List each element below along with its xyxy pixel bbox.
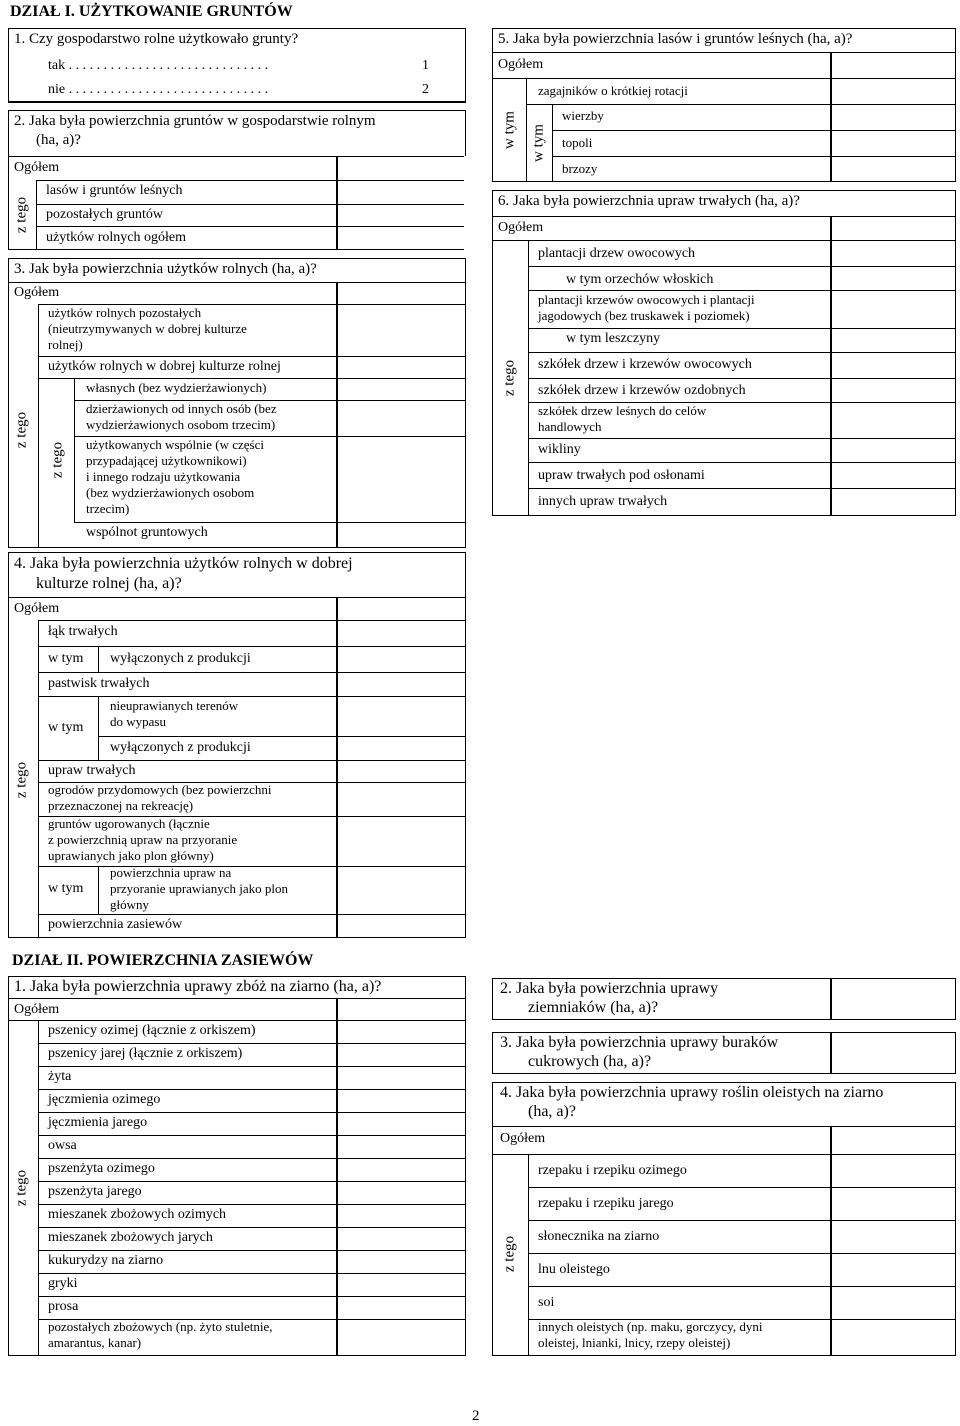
s2-q3-question: 3. Jaka była powierzchnia uprawy buraków	[500, 1034, 779, 1051]
q4-question-line2: kulturze rolnej (ha, a)?	[36, 575, 182, 592]
q6-group-label: z tego	[501, 359, 518, 397]
q4-item-laki: łąk trwałych	[48, 624, 118, 639]
s2-q1-item: pszenicy ozimej (łącznie z orkiszem)	[48, 1023, 256, 1038]
s2-q1-item: jęczmienia jarego	[48, 1115, 148, 1130]
s2-q4-question-line2: (ha, a)?	[528, 1103, 576, 1120]
s2-q1-item: prosa	[48, 1299, 79, 1314]
q4-item-nieuprawiane-2: do wypasu	[110, 714, 166, 729]
q6-item-krzewy-2: jagodowych (bez truskawek i poziomek)	[538, 308, 750, 323]
q3-item-e3: i innego rodzaju użytkowania	[86, 469, 241, 484]
s2-q4-item-inne-2: oleistej, lnianki, lnicy, rzepy oleistej)	[538, 1335, 731, 1350]
q5-wtym-outer: w tym	[501, 111, 518, 149]
q3-item-d1: dzierżawionych od innych osób (bez	[86, 401, 277, 416]
s2-q1-item: pszenicy jarej (łącznie z orkiszem)	[48, 1046, 243, 1061]
q4-item-ugory-1: gruntów ugorowanych (łącznie	[48, 816, 210, 831]
q2-question: 2. Jaka była powierzchnia gruntów w gospodarstwie rolnym	[14, 113, 376, 129]
s2-q1-group-label: z tego	[13, 1169, 30, 1207]
q6-item-leszczyny: w tym leszczyny	[566, 331, 661, 346]
q4-wtym-3: w tym	[48, 881, 84, 896]
q2-item-lasy: lasów i gruntów leśnych	[46, 183, 183, 198]
q6-item-szkolki-ozdobne: szkółek drzew i krzewów ozdobnych	[538, 383, 746, 398]
page-number: 2	[472, 1408, 480, 1424]
q4-item-ogrody-1: ogrodów przydomowych (bez powierzchni	[48, 782, 272, 797]
q1-code-1: 1	[422, 58, 429, 73]
q5-wtym-inner: w tym	[530, 124, 547, 162]
s2-q1-item-pozostale-1: pozostałych zbożowych (np. żyto stuletnie,	[48, 1319, 273, 1334]
q4-item-laki-wylaczone: wyłączonych z produkcji	[110, 651, 251, 666]
q2-total-label: Ogółem	[14, 160, 60, 175]
q3-item-b: użytków rolnych w dobrej kulturze rolnej	[48, 359, 281, 374]
q3-item-d2: wydzierżawionych osobom trzecim)	[86, 417, 276, 432]
s2-q2-question: 2. Jaka była powierzchnia uprawy	[500, 980, 719, 997]
s2-q4-question: 4. Jaka była powierzchnia uprawy roślin oleistych na ziarno	[500, 1084, 884, 1101]
q3-subgroup-label: z tego	[49, 441, 66, 479]
q4-item-pastwiska-wylaczone: wyłączonych z produkcji	[110, 740, 251, 755]
q6-item-oslony: upraw trwałych pod osłonami	[538, 468, 705, 483]
q5-total-label: Ogółem	[498, 57, 544, 72]
q3-item-e5: trzecim)	[86, 501, 130, 516]
q6-item-szkolki-lesne-2: handlowych	[538, 419, 602, 434]
q4-item-nieuprawiane-1: nieuprawianych terenów	[110, 698, 239, 713]
q5-item-topoli: topoli	[562, 135, 593, 150]
s2-q4-box	[492, 1082, 956, 1356]
q3-item-a2: (nieutrzymywanych w dobrej kulturze	[48, 321, 247, 336]
q4-total-label: Ogółem	[14, 601, 60, 616]
q6-item-szkolki-lesne-1: szkółek drzew leśnych do celów	[538, 403, 707, 418]
s2-q4-item: lnu oleistego	[538, 1262, 610, 1277]
q3-total-label: Ogółem	[14, 285, 60, 300]
q4-wtym-2: w tym	[48, 720, 84, 735]
q4-item-przyoranie-3: główny	[110, 897, 149, 912]
q3-question: 3. Jak była powierzchnia użytków rolnych (ha, a)?	[14, 261, 317, 277]
s2-q4-group-label: z tego	[501, 1235, 518, 1273]
q3-item-a3: rolnej)	[48, 337, 83, 352]
q2-question-line2: (ha, a)?	[36, 132, 81, 148]
q6-item-inne: innych upraw trwałych	[538, 494, 668, 509]
q5-item-brzozy: brzozy	[562, 161, 598, 176]
q3-item-e1: użytkowanych wspólnie (w części	[86, 437, 264, 452]
q1-option-nie[interactable]: nie . . . . . . . . . . . . . . . . . . . . . . . . . . . . .	[48, 82, 269, 97]
s2-q1-question: 1. Jaka była powierzchnia uprawy zbóż na ziarno (ha, a)?	[14, 978, 382, 995]
q4-question: 4. Jaka była powierzchnia użytków rolnych w dobrej	[14, 555, 353, 572]
q6-item-wikliny: wikliny	[538, 442, 581, 457]
q3-item-e2: przypadającej użytkownikowi)	[86, 453, 247, 468]
q6-item-drzewa: plantacji drzew owocowych	[538, 246, 696, 261]
q3-group-label: z tego	[13, 411, 30, 449]
s2-q1-item: kukurydzy na ziarno	[48, 1253, 164, 1268]
q4-item-pastwiska: pastwisk trwałych	[48, 676, 150, 691]
q5-question: 5. Jaka była powierzchnia lasów i gruntów leśnych (ha, a)?	[498, 31, 853, 47]
q3-item-f: wspólnot gruntowych	[86, 525, 208, 540]
q6-total-label: Ogółem	[498, 220, 544, 235]
s2-q1-item: jęczmienia ozimego	[48, 1092, 161, 1107]
q2-item-uzytki: użytków rolnych ogółem	[46, 230, 186, 245]
q5-item-zagajniki: zagajników o krótkiej rotacji	[538, 83, 688, 98]
q4-item-ugory-3: uprawianych jako plon główny)	[48, 848, 214, 863]
q1-code-2: 2	[422, 82, 429, 97]
s2-q4-item: soi	[538, 1295, 555, 1310]
q6-question: 6. Jaka była powierzchnia upraw trwałych (ha, a)?	[498, 193, 800, 209]
q4-item-przyoranie-1: powierzchnia upraw na	[110, 865, 232, 880]
q4-item-zasiewy: powierzchnia zasiewów	[48, 917, 183, 932]
q4-item-przyoranie-2: przyoranie uprawianych jako plon	[110, 881, 288, 896]
q6-item-szkolki-owocowe: szkółek drzew i krzewów owocowych	[538, 357, 752, 372]
q4-item-ogrody-2: przeznaczonej na rekreację)	[48, 798, 194, 813]
s2-q1-item: mieszanek zbożowych ozimych	[48, 1207, 227, 1222]
q4-item-ugory-2: z powierzchnią upraw na przyoranie	[48, 832, 238, 847]
s2-q4-item-inne-1: innych oleistych (np. maku, gorczycy, dyni	[538, 1319, 763, 1334]
q1-question: 1. Czy gospodarstwo rolne użytkowało grunty?	[14, 31, 299, 47]
s2-q1-item: pszenżyta ozimego	[48, 1161, 155, 1176]
s2-q4-item: słonecznika na ziarno	[538, 1229, 660, 1244]
s2-q1-item-pozostale-2: amarantus, kanar)	[48, 1335, 142, 1350]
q2-answer-field[interactable]	[464, 156, 468, 250]
section-2-title: DZIAŁ II. POWIERZCHNIA ZASIEWÓW	[12, 952, 314, 969]
s2-q1-item: żyta	[48, 1069, 72, 1084]
q3-item-a1: użytków rolnych pozostałych	[48, 305, 202, 320]
s2-q1-item: mieszanek zbożowych jarych	[48, 1230, 213, 1245]
s2-q4-item: rzepaku i rzepiku ozimego	[538, 1163, 687, 1178]
q4-wtym-1: w tym	[48, 651, 84, 666]
q2-item-pozostale: pozostałych gruntów	[46, 207, 164, 222]
s2-q2-question-line2: ziemniaków (ha, a)?	[528, 999, 659, 1016]
s2-q3-question-line2: cukrowych (ha, a)?	[528, 1053, 652, 1070]
section-1-title: DZIAŁ I. UŻYTKOWANIE GRUNTÓW	[10, 3, 293, 20]
q2-group-label: z tego	[13, 196, 30, 234]
q5-item-wierzby: wierzby	[562, 108, 604, 123]
s2-q1-item: pszenżyta jarego	[48, 1184, 142, 1199]
q1-option-tak[interactable]: tak . . . . . . . . . . . . . . . . . . . . . . . . . . . . .	[48, 58, 269, 73]
q6-item-krzewy-1: plantacji krzewów owocowych i plantacji	[538, 292, 755, 307]
q3-item-e4: (bez wydzierżawionych osobom	[86, 485, 255, 500]
q6-item-orzechy: w tym orzechów włoskich	[566, 272, 714, 287]
s2-q1-item: owsa	[48, 1138, 77, 1153]
s2-q4-item: rzepaku i rzepiku jarego	[538, 1196, 674, 1211]
q4-group-label: z tego	[13, 761, 30, 799]
s2-q1-item: gryki	[48, 1276, 78, 1291]
s2-q1-total-label: Ogółem	[14, 1002, 60, 1017]
q3-item-c: własnych (bez wydzierżawionych)	[86, 380, 267, 395]
s2-q4-total-label: Ogółem	[500, 1131, 546, 1146]
q4-item-uprawy-trwale: upraw trwałych	[48, 763, 136, 778]
